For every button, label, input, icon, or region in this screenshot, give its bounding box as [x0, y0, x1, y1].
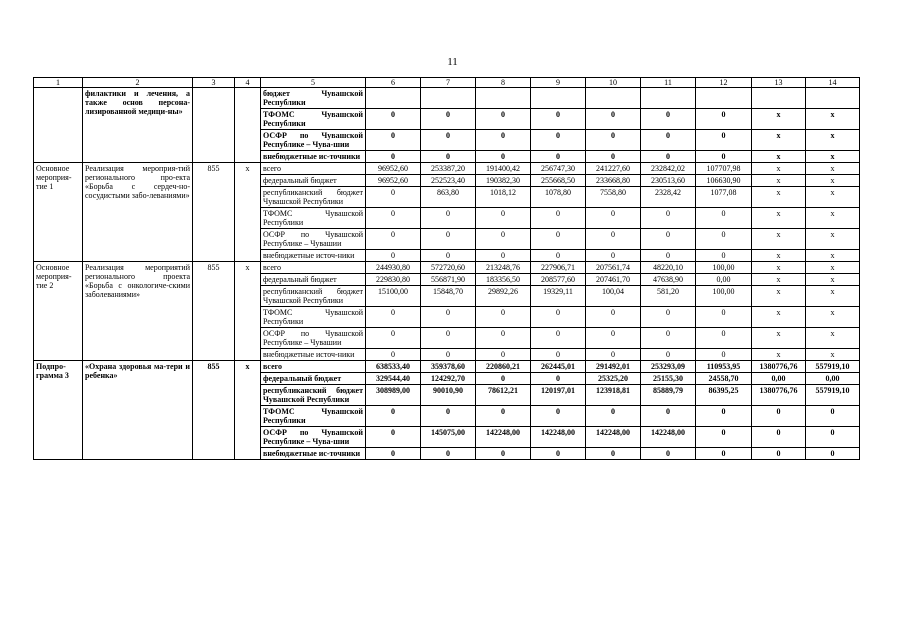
- amount-cell: 29892,26: [476, 286, 531, 307]
- funding-source-cell: федеральный бюджет: [261, 175, 366, 187]
- amount-cell: 0: [531, 109, 586, 130]
- amount-cell: 255668,50: [531, 175, 586, 187]
- amount-cell: 0: [586, 448, 641, 460]
- amount-cell: 0: [366, 109, 421, 130]
- amount-cell: 19329,11: [531, 286, 586, 307]
- amount-cell: [531, 88, 586, 109]
- amount-cell: x: [752, 328, 806, 349]
- amount-cell: 0: [421, 109, 476, 130]
- amount-cell: 213248,76: [476, 262, 531, 274]
- amount-cell: 207561,74: [586, 262, 641, 274]
- amount-cell: 0: [421, 448, 476, 460]
- amount-cell: 25325,20: [586, 373, 641, 385]
- amount-cell: 145075,00: [421, 427, 476, 448]
- header-cell: 14: [806, 78, 860, 88]
- amount-cell: 0: [476, 349, 531, 361]
- amount-cell: [696, 88, 752, 109]
- header-cell: 13: [752, 78, 806, 88]
- table-row: [34, 88, 860, 109]
- amount-cell: 0: [476, 448, 531, 460]
- amount-cell: 0: [806, 427, 860, 448]
- amount-cell: 2328,42: [641, 187, 696, 208]
- amount-cell: x: [806, 262, 860, 274]
- amount-cell: 0: [696, 208, 752, 229]
- amount-cell: 183356,50: [476, 274, 531, 286]
- amount-cell: 0: [421, 151, 476, 163]
- amount-cell: 0: [366, 250, 421, 262]
- page-number: 11: [447, 56, 458, 68]
- amount-cell: 25155,30: [641, 373, 696, 385]
- amount-cell: x: [752, 208, 806, 229]
- amount-cell: x: [806, 151, 860, 163]
- funding-source-cell: федеральный бюджет: [261, 274, 366, 286]
- amount-cell: 0: [586, 250, 641, 262]
- amount-cell: 0: [366, 229, 421, 250]
- amount-cell: 0: [696, 130, 752, 151]
- table-body: [34, 78, 860, 460]
- amount-cell: 0: [421, 328, 476, 349]
- funding-source-cell: внебюджетные источ-ники: [261, 250, 366, 262]
- amount-cell: 0: [531, 349, 586, 361]
- amount-cell: 1077,08: [696, 187, 752, 208]
- amount-cell: 0: [366, 349, 421, 361]
- amount-cell: 1018,12: [476, 187, 531, 208]
- amount-cell: 0: [531, 250, 586, 262]
- amount-cell: [806, 88, 860, 109]
- amount-cell: 0: [752, 406, 806, 427]
- amount-cell: 0: [696, 151, 752, 163]
- amount-cell: 0: [641, 250, 696, 262]
- amount-cell: 229830,80: [366, 274, 421, 286]
- amount-cell: 100,04: [586, 286, 641, 307]
- budget-table: [33, 77, 860, 460]
- amount-cell: 0: [641, 208, 696, 229]
- amount-cell: 233668,80: [586, 175, 641, 187]
- funding-source-cell: внебюджетные ис-точники: [261, 151, 366, 163]
- funding-source-cell: ТФОМС Чувашской Республики: [261, 109, 366, 130]
- section-code-cell: x: [235, 262, 261, 361]
- amount-cell: 1078,80: [531, 187, 586, 208]
- amount-cell: 0: [531, 307, 586, 328]
- amount-cell: 0: [421, 349, 476, 361]
- amount-cell: [586, 88, 641, 109]
- amount-cell: 0: [476, 250, 531, 262]
- funding-source-cell: всего: [261, 361, 366, 373]
- header-cell: 3: [193, 78, 235, 88]
- amount-cell: 0: [696, 229, 752, 250]
- header-cell: 6: [366, 78, 421, 88]
- amount-cell: 0: [531, 130, 586, 151]
- amount-cell: 244930,80: [366, 262, 421, 274]
- amount-cell: 0: [641, 328, 696, 349]
- amount-cell: 0: [586, 229, 641, 250]
- amount-cell: 0: [421, 307, 476, 328]
- amount-cell: 0: [641, 229, 696, 250]
- amount-cell: 1380776,76: [752, 385, 806, 406]
- funding-source-cell: ОСФР по Чувашской Республике – Чувашии: [261, 229, 366, 250]
- amount-cell: 0: [366, 151, 421, 163]
- amount-cell: 0: [586, 109, 641, 130]
- header-cell: 5: [261, 78, 366, 88]
- amount-cell: 359378,60: [421, 361, 476, 373]
- funding-source-cell: ОСФР по Чувашской Республике – Чува-шии: [261, 130, 366, 151]
- program-name-cell: Реализация мероприятий регионального проекта «Борьба с онкологиче-скими заболеваниями»: [83, 262, 193, 361]
- section-code-cell: [235, 88, 261, 163]
- amount-cell: x: [752, 262, 806, 274]
- funding-source-cell: ТФОМС Чувашской Республики: [261, 307, 366, 328]
- amount-cell: 291492,01: [586, 361, 641, 373]
- amount-cell: 0: [586, 349, 641, 361]
- amount-cell: x: [752, 349, 806, 361]
- amount-cell: x: [806, 250, 860, 262]
- amount-cell: 106630,90: [696, 175, 752, 187]
- amount-cell: 0: [586, 151, 641, 163]
- table-row: [34, 361, 860, 373]
- amount-cell: 0: [531, 229, 586, 250]
- executor-code-cell: [193, 88, 235, 163]
- amount-cell: 0: [696, 406, 752, 427]
- amount-cell: 0: [366, 208, 421, 229]
- header-cell: 8: [476, 78, 531, 88]
- program-name-cell: Реализация мероприя-тий регионального про-екта «Борьба с сердеч-но-сосудистыми забо-леваниями»: [83, 163, 193, 262]
- amount-cell: 0: [366, 328, 421, 349]
- amount-cell: 0: [476, 328, 531, 349]
- amount-cell: 120197,01: [531, 385, 586, 406]
- executor-code-cell: 855: [193, 262, 235, 361]
- amount-cell: [752, 88, 806, 109]
- amount-cell: 207461,70: [586, 274, 641, 286]
- table-row: [34, 163, 860, 175]
- amount-cell: 0: [696, 328, 752, 349]
- amount-cell: 0: [696, 349, 752, 361]
- executor-code-cell: 855: [193, 163, 235, 262]
- amount-cell: 0: [641, 448, 696, 460]
- amount-cell: 0: [531, 208, 586, 229]
- amount-cell: 90010,90: [421, 385, 476, 406]
- amount-cell: 0: [366, 187, 421, 208]
- amount-cell: 48220,10: [641, 262, 696, 274]
- amount-cell: 253387,20: [421, 163, 476, 175]
- amount-cell: 190382,30: [476, 175, 531, 187]
- amount-cell: 0: [366, 307, 421, 328]
- amount-cell: 557919,10: [806, 361, 860, 373]
- header-cell: 11: [641, 78, 696, 88]
- amount-cell: x: [806, 187, 860, 208]
- amount-cell: x: [752, 274, 806, 286]
- section-code-cell: x: [235, 361, 261, 460]
- amount-cell: x: [752, 307, 806, 328]
- amount-cell: 0: [476, 208, 531, 229]
- amount-cell: x: [806, 274, 860, 286]
- amount-cell: 0: [476, 406, 531, 427]
- amount-cell: 0: [421, 208, 476, 229]
- amount-cell: 0: [696, 427, 752, 448]
- amount-cell: 100,00: [696, 262, 752, 274]
- amount-cell: 0: [531, 406, 586, 427]
- amount-cell: x: [806, 130, 860, 151]
- amount-cell: 329544,40: [366, 373, 421, 385]
- amount-cell: x: [806, 349, 860, 361]
- funding-source-cell: внебюджетные ис-точники: [261, 448, 366, 460]
- amount-cell: 256747,30: [531, 163, 586, 175]
- amount-cell: 0: [421, 250, 476, 262]
- amount-cell: 0: [476, 307, 531, 328]
- amount-cell: 0: [641, 406, 696, 427]
- amount-cell: 220860,21: [476, 361, 531, 373]
- amount-cell: 1380776,76: [752, 361, 806, 373]
- amount-cell: 308989,00: [366, 385, 421, 406]
- amount-cell: 100,00: [696, 286, 752, 307]
- amount-cell: 0: [641, 151, 696, 163]
- amount-cell: 0,00: [806, 373, 860, 385]
- amount-cell: x: [752, 175, 806, 187]
- amount-cell: 0: [421, 229, 476, 250]
- amount-cell: 85889,79: [641, 385, 696, 406]
- amount-cell: 572720,60: [421, 262, 476, 274]
- amount-cell: 0: [366, 406, 421, 427]
- amount-cell: 0: [531, 373, 586, 385]
- amount-cell: x: [752, 151, 806, 163]
- amount-cell: 124292,70: [421, 373, 476, 385]
- amount-cell: 0: [696, 307, 752, 328]
- funding-source-cell: всего: [261, 163, 366, 175]
- amount-cell: x: [752, 187, 806, 208]
- amount-cell: 0: [476, 109, 531, 130]
- funding-source-cell: ТФОМС Чувашской Республики: [261, 208, 366, 229]
- amount-cell: 0: [476, 229, 531, 250]
- amount-cell: 0: [696, 448, 752, 460]
- amount-cell: 0: [531, 151, 586, 163]
- amount-cell: [421, 88, 476, 109]
- amount-cell: x: [806, 328, 860, 349]
- amount-cell: 0: [806, 406, 860, 427]
- amount-cell: [476, 88, 531, 109]
- amount-cell: 0: [421, 406, 476, 427]
- header-cell: 7: [421, 78, 476, 88]
- amount-cell: 0: [641, 130, 696, 151]
- funding-source-cell: республиканский бюджет Чувашской Республики: [261, 286, 366, 307]
- amount-cell: 0: [531, 448, 586, 460]
- header-cell: 2: [83, 78, 193, 88]
- amount-cell: 107707,98: [696, 163, 752, 175]
- amount-cell: x: [806, 286, 860, 307]
- funding-source-cell: республиканский бюджет Чувашской Республики: [261, 385, 366, 406]
- amount-cell: 96952,60: [366, 175, 421, 187]
- amount-cell: 638533,40: [366, 361, 421, 373]
- amount-cell: 142248,00: [641, 427, 696, 448]
- funding-source-cell: ТФОМС Чувашской Республики: [261, 406, 366, 427]
- amount-cell: [641, 88, 696, 109]
- header-cell: 1: [34, 78, 83, 88]
- amount-cell: x: [752, 130, 806, 151]
- amount-cell: 0: [641, 307, 696, 328]
- amount-cell: 208577,60: [531, 274, 586, 286]
- funding-source-cell: бюджет Чувашской Республики: [261, 88, 366, 109]
- header-row: [34, 78, 860, 88]
- amount-cell: x: [806, 175, 860, 187]
- amount-cell: 0: [586, 307, 641, 328]
- amount-cell: 15100,00: [366, 286, 421, 307]
- amount-cell: x: [752, 109, 806, 130]
- amount-cell: 0: [421, 130, 476, 151]
- amount-cell: 0: [641, 349, 696, 361]
- amount-cell: x: [806, 307, 860, 328]
- amount-cell: 252523,40: [421, 175, 476, 187]
- amount-cell: 142248,00: [586, 427, 641, 448]
- amount-cell: 86395,25: [696, 385, 752, 406]
- amount-cell: 232842,02: [641, 163, 696, 175]
- amount-cell: x: [806, 208, 860, 229]
- amount-cell: x: [806, 229, 860, 250]
- amount-cell: 123918,81: [586, 385, 641, 406]
- amount-cell: 0: [476, 373, 531, 385]
- amount-cell: 0: [641, 109, 696, 130]
- program-code-cell: Подпро-грамма 3: [34, 361, 83, 460]
- program-code-cell: Основное мероприя-тие 2: [34, 262, 83, 361]
- amount-cell: [366, 88, 421, 109]
- section-code-cell: x: [235, 163, 261, 262]
- amount-cell: 0: [586, 328, 641, 349]
- executor-code-cell: 855: [193, 361, 235, 460]
- amount-cell: 0: [366, 427, 421, 448]
- program-code-cell: Основное мероприя-тие 1: [34, 163, 83, 262]
- amount-cell: 0: [366, 448, 421, 460]
- amount-cell: 0,00: [696, 274, 752, 286]
- program-name-cell: филактики и лечения, а также основ персона-лизированной медици-ны»: [83, 88, 193, 163]
- program-code-cell: [34, 88, 83, 163]
- amount-cell: x: [806, 163, 860, 175]
- amount-cell: x: [806, 109, 860, 130]
- amount-cell: 110953,95: [696, 361, 752, 373]
- amount-cell: x: [752, 250, 806, 262]
- amount-cell: 142248,00: [476, 427, 531, 448]
- amount-cell: 142248,00: [531, 427, 586, 448]
- amount-cell: 0: [531, 328, 586, 349]
- amount-cell: 0: [366, 130, 421, 151]
- amount-cell: 230513,60: [641, 175, 696, 187]
- program-name-cell: «Охрана здоровья ма-тери и ребенка»: [83, 361, 193, 460]
- amount-cell: 191400,42: [476, 163, 531, 175]
- amount-cell: 0: [586, 130, 641, 151]
- funding-source-cell: республиканский бюджет Чувашской Республики: [261, 187, 366, 208]
- amount-cell: 47638,90: [641, 274, 696, 286]
- amount-cell: 78612,21: [476, 385, 531, 406]
- amount-cell: 253293,09: [641, 361, 696, 373]
- header-cell: 9: [531, 78, 586, 88]
- funding-source-cell: всего: [261, 262, 366, 274]
- amount-cell: 581,20: [641, 286, 696, 307]
- amount-cell: 556871,90: [421, 274, 476, 286]
- header-cell: 12: [696, 78, 752, 88]
- table-row: [34, 262, 860, 274]
- amount-cell: 262445,01: [531, 361, 586, 373]
- amount-cell: 96952,60: [366, 163, 421, 175]
- amount-cell: 0: [586, 208, 641, 229]
- amount-cell: 863,80: [421, 187, 476, 208]
- amount-cell: 227906,71: [531, 262, 586, 274]
- amount-cell: 7558,80: [586, 187, 641, 208]
- amount-cell: 557919,10: [806, 385, 860, 406]
- amount-cell: 0: [806, 448, 860, 460]
- amount-cell: 0,00: [752, 373, 806, 385]
- funding-source-cell: внебюджетные источ-ники: [261, 349, 366, 361]
- header-cell: 10: [586, 78, 641, 88]
- amount-cell: 0: [696, 109, 752, 130]
- amount-cell: 241227,60: [586, 163, 641, 175]
- amount-cell: 0: [696, 250, 752, 262]
- funding-source-cell: федеральный бюджет: [261, 373, 366, 385]
- amount-cell: 15848,70: [421, 286, 476, 307]
- amount-cell: 0: [752, 427, 806, 448]
- amount-cell: 0: [752, 448, 806, 460]
- amount-cell: 0: [586, 406, 641, 427]
- amount-cell: 0: [476, 151, 531, 163]
- funding-source-cell: ОСФР по Чувашской Республике – Чувашии: [261, 328, 366, 349]
- amount-cell: 0: [476, 130, 531, 151]
- funding-source-cell: ОСФР по Чувашской Республике – Чува-шии: [261, 427, 366, 448]
- header-cell: 4: [235, 78, 261, 88]
- amount-cell: x: [752, 163, 806, 175]
- amount-cell: 24558,70: [696, 373, 752, 385]
- amount-cell: x: [752, 229, 806, 250]
- amount-cell: x: [752, 286, 806, 307]
